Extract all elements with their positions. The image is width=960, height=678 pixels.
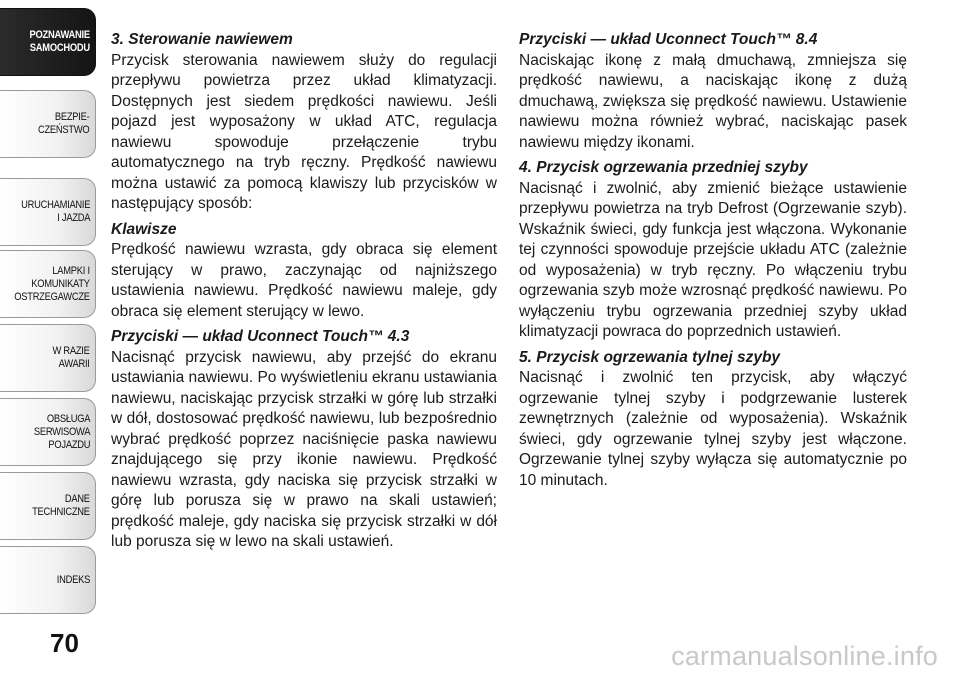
paragraph: Przycisk sterowania nawiewem służy do regulacji przepływu powietrza przez układ klimatyzacji. Dostępnych jest siedem prędkości nawiewu. Jeśli pojazd jest wyposażony w układ ATC, regulacja nawiewu spowoduje przełączenie trybu automatycznego na tryb ręczny. Prędkość nawiewu można ustawić za pomocą klawiszy lub przycisków w następujący sposób:	[111, 51, 497, 212]
section-tabs	[0, 0, 100, 678]
section-heading: 5. Przycisk ogrzewania tylnej szyby	[519, 348, 781, 366]
paragraph: Prędkość nawiewu wzrasta, gdy obraca się element sterujący w prawo, zaczynając od najniższego ustawienia nawiewu. Prędkość nawiewu maleje, gdy obraca się element sterujący w lewo.	[111, 241, 497, 320]
tab-poznawanie-samochodu[interactable]	[0, 8, 96, 76]
section-heading: 3. Sterowanie nawiewem	[111, 31, 293, 48]
tab-uruchamianie-i-jazda[interactable]	[0, 178, 96, 246]
tab-label: DANE TECHNICZNE	[32, 493, 90, 518]
left-column	[111, 30, 497, 558]
tab-indeks[interactable]	[0, 546, 96, 614]
tab-lampki-i-komunikaty[interactable]	[0, 250, 96, 318]
tab-w-razie-awarii[interactable]	[0, 324, 96, 392]
tab-label: OBSŁUGA SERWISOWA POJAZDU	[33, 412, 90, 451]
section-heading: Klawisze	[111, 220, 177, 238]
watermark: carmanualsonline.info	[671, 641, 938, 671]
paragraph: Nacisnąć i zwolnić ten przycisk, aby włączyć ogrzewanie tylnej szyby i podgrzewanie lusterek zewnętrznych (zależnie od wyposażenia). Wskaźnik świeci, gdy ogrzewanie tylnej szyby jest włączone. Ogrzewanie tylnej szyby wyłącza się automatycznie po 10 minutach.	[519, 369, 907, 489]
tab-label: URUCHAMIANIE I JAZDA	[20, 199, 90, 224]
section-heading: Przyciski — układ Uconnect Touch™ 8.4	[519, 31, 818, 48]
tab-label: LAMPKI I KOMUNIKATY OSTRZEGAWCZE	[14, 264, 90, 303]
page-number: 70	[50, 628, 79, 658]
section-heading: 4. Przycisk ogrzewania przedniej szyby	[519, 159, 808, 176]
tab-label: BEZPIE- CZEŃSTWO	[38, 111, 90, 136]
tab-obsluga-serwisowa[interactable]	[0, 398, 96, 466]
tab-label: W RAZIE AWARII	[52, 345, 90, 370]
section-heading: Przyciski — układ Uconnect Touch™ 4.3	[111, 328, 410, 345]
right-column	[519, 30, 907, 496]
tab-bezpieczenstwo[interactable]	[0, 90, 96, 158]
tab-dane-techniczne[interactable]	[0, 472, 96, 540]
tab-label: INDEKS	[56, 573, 90, 586]
paragraph: Naciskając ikonę z małą dmuchawą, zmniejsza się prędkość nawiewu, a naciskając ikonę z dużą dmuchawą, zwiększa się prędkość nawiewu. Ustawienie nawiewu można również wybrać, naciskając pasek nawiewu między ikonami.	[519, 51, 907, 151]
tab-label: POZNAWANIE SAMOCHODU	[29, 29, 90, 54]
paragraph: Nacisnąć przycisk nawiewu, aby przejść do ekranu ustawiania nawiewu. Po wyświetleniu ekranu ustawiania nawiewu, naciskając przycisk strzałki w górę lub strzałki w dół, dostosować prędkość nawiewu, lub bezpośrednio wybrać prędkość poprzez naciśnięcie paska nawiewu znajdującego się przy ikonie nawiewu. Prędkość nawiewu wzrasta, gdy naciska się przycisk strzałki w górę lub porusza się w prawo na skali ustawień; prędkość maleje, gdy naciska się przycisk strzałki w dół lub porusza się w lewo na skali ustawień.	[111, 348, 497, 550]
paragraph: Nacisnąć i zwolnić, aby zmienić bieżące ustawienie przepływu powietrza na tryb Defrost (Ogrzewanie szyb). Wskaźnik świeci, gdy funkcja jest włączona. Wykonanie tej czynności spowoduje przejście układu ATC (zależnie od wyposażenia) w tryb ręczny. Po włączeniu trybu ogrzewania szyb może wzrosnąć prędkość nawiewu. Po wyłączeniu trybu ogrzewania przedniej szyby układ klimatyzacji powraca do poprzednich ustawień.	[519, 179, 907, 340]
